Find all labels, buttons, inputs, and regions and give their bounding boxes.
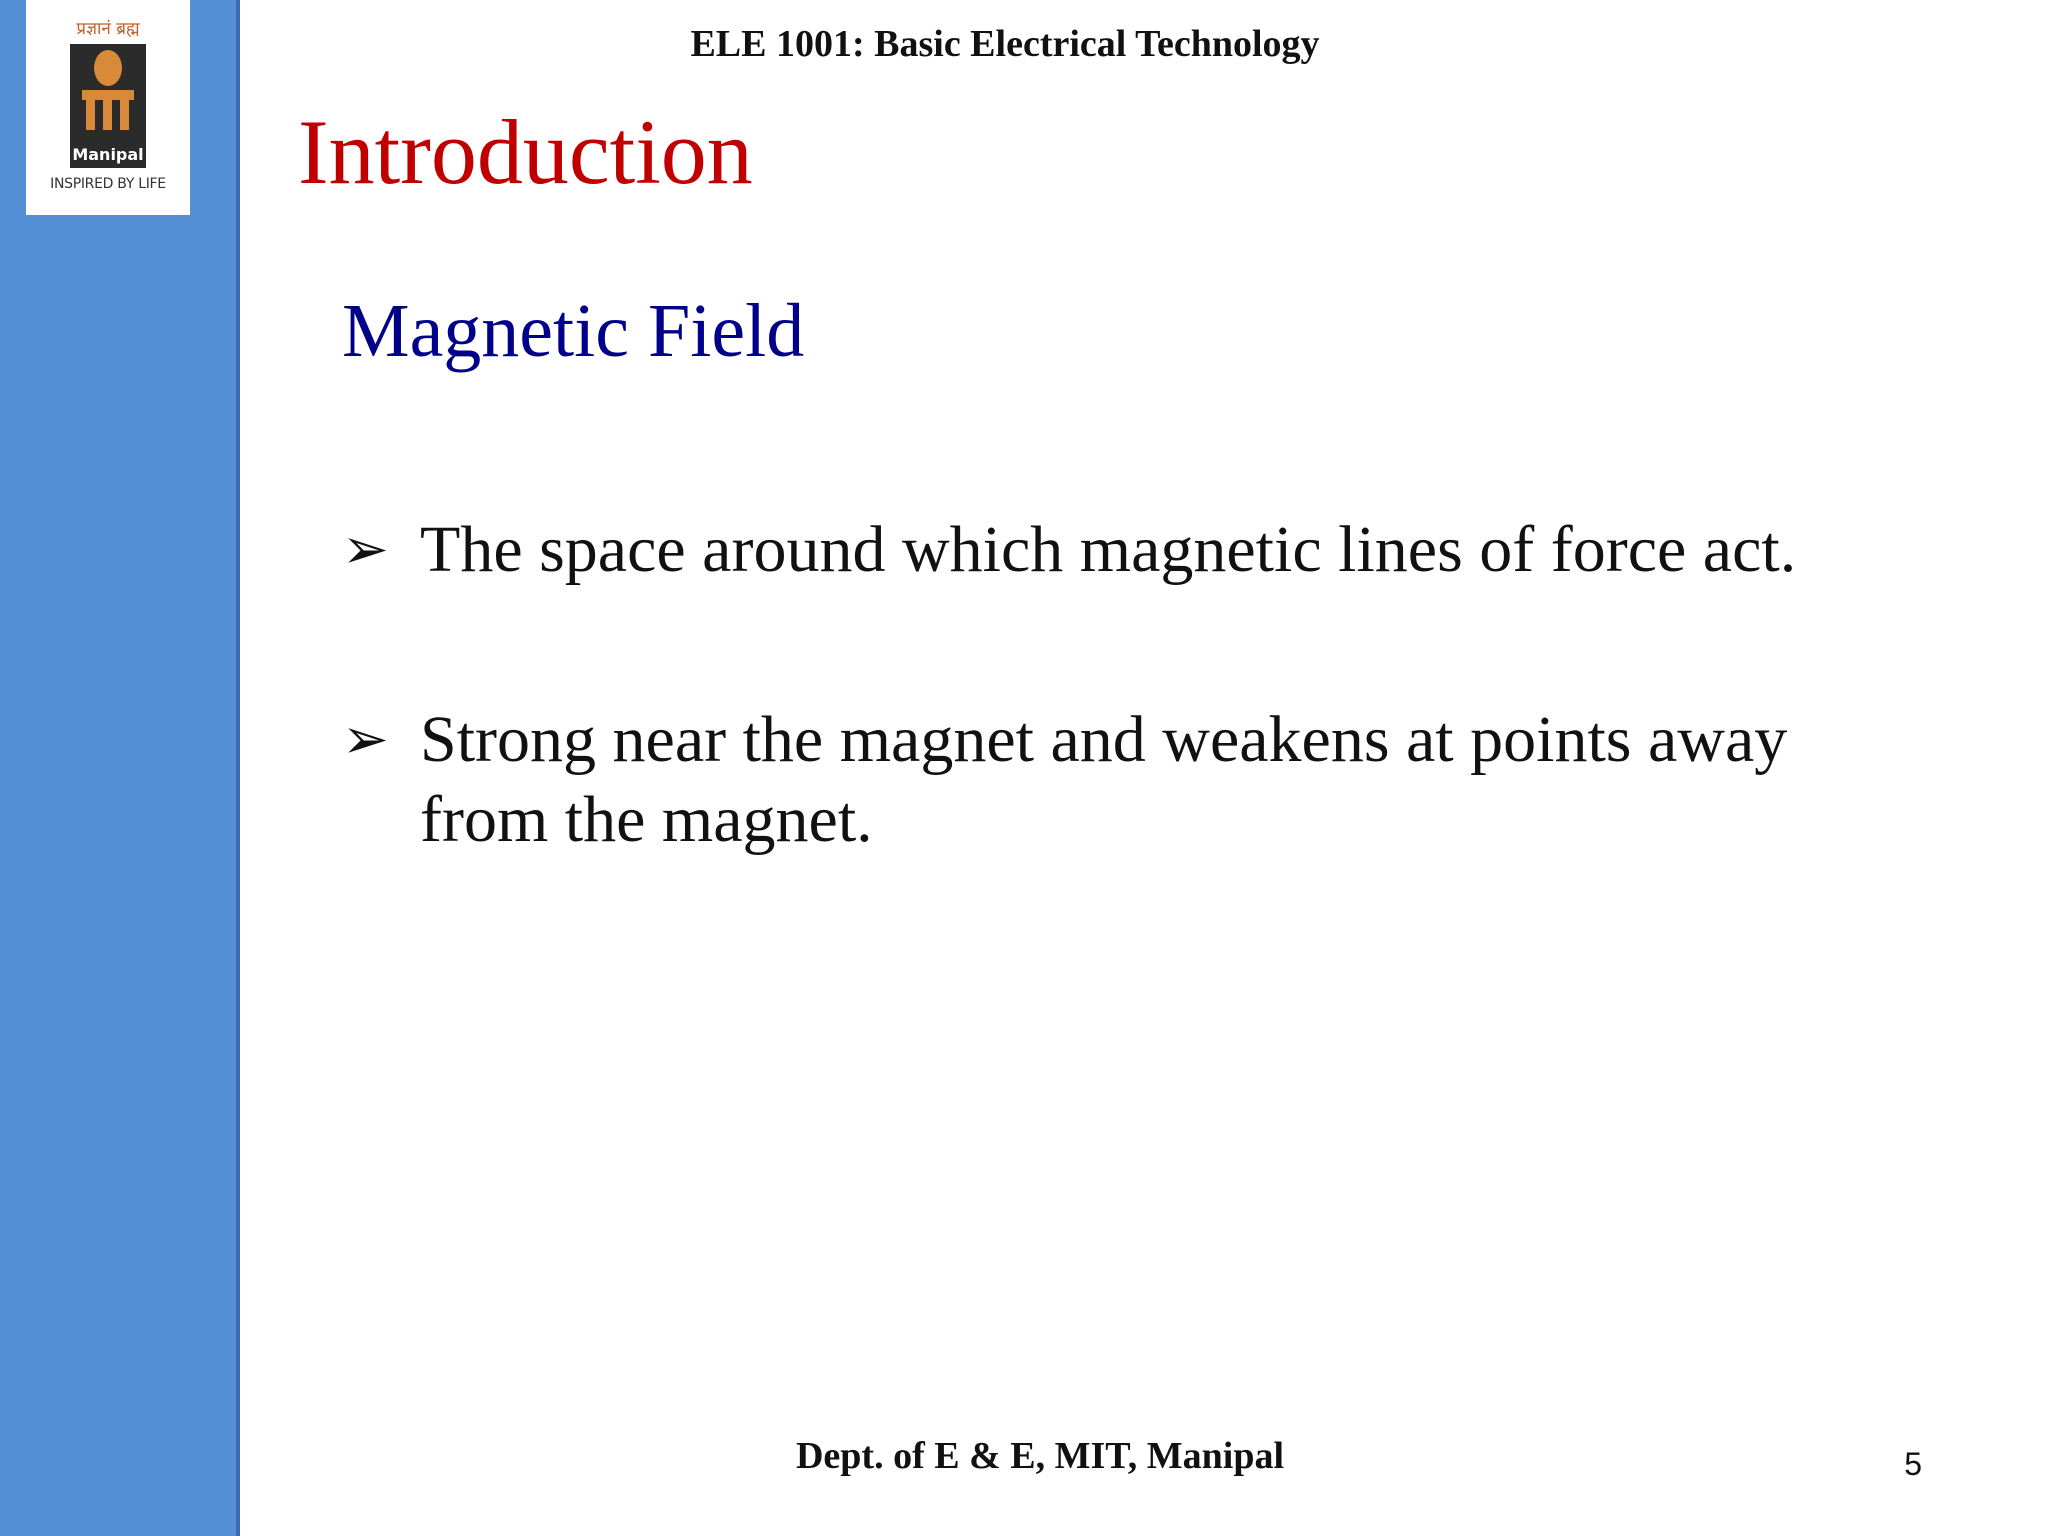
course-header: ELE 1001: Basic Electrical Technology: [690, 23, 1320, 65]
logo-sanskrit-motto: प्रज्ञानं ब्रह्म: [76, 19, 140, 39]
manipal-emblem-icon: [70, 44, 146, 144]
bullet-list: [342, 510, 1902, 970]
arrow-bullet-icon: ➢: [342, 709, 389, 771]
bullet-text: The space around which magnetic lines of force act.: [420, 513, 1797, 586]
sidebar-band: [0, 0, 240, 1536]
manipal-logo: [26, 0, 190, 215]
slide-subtitle: Magnetic Field: [342, 289, 805, 373]
footer-department: Dept. of E & E, MIT, Manipal: [795, 1435, 1285, 1477]
page-number: 5: [1904, 1446, 1922, 1482]
slide-title: Introduction: [298, 101, 753, 203]
logo-tagline: INSPIRED BY LIFE: [50, 176, 166, 192]
logo-emblem: [70, 44, 146, 168]
logo-name: Manipal: [72, 145, 144, 164]
bullet-item: [342, 510, 1902, 590]
bullet-item: [342, 700, 1902, 860]
bullet-text: Strong near the magnet and weakens at points away from the magnet.: [420, 703, 1788, 856]
arrow-bullet-icon: ➢: [342, 519, 389, 581]
